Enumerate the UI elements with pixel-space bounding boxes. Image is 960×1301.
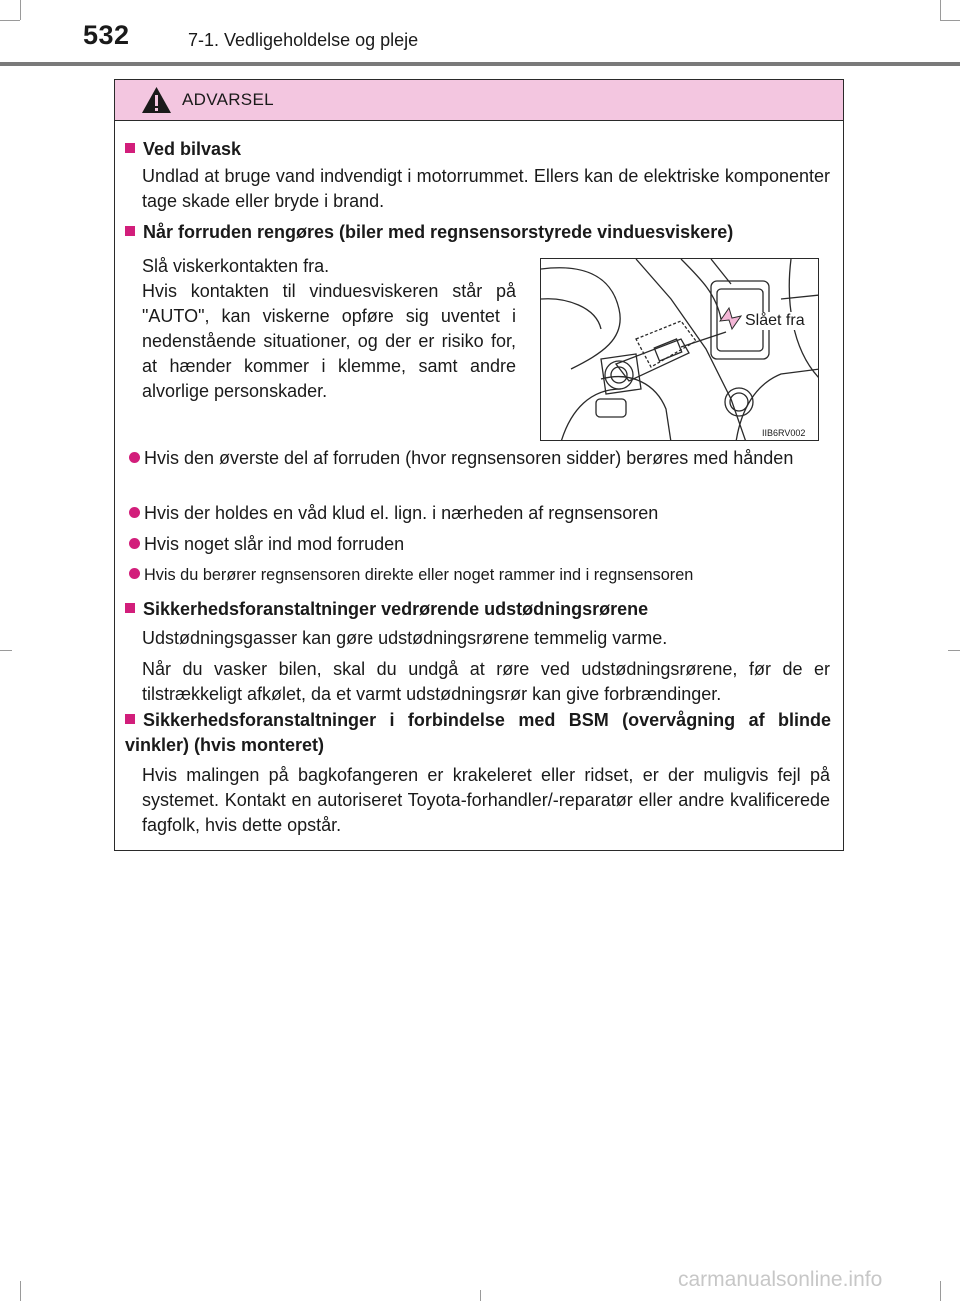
square-bullet-icon bbox=[125, 603, 135, 613]
round-bullet-icon bbox=[129, 538, 140, 549]
section-heading: Ved bilvask bbox=[125, 137, 241, 162]
paragraph: Slå viskerkontakten fra. Hvis kontakten til vinduesviskeren står på "AUTO", kan viskerne opføre sig uventet i nedenstående situationer, og der er risiko for, at hænder kommer i klemme, samt andre alvorlige personskader. bbox=[142, 256, 516, 401]
round-bullet-icon bbox=[129, 568, 140, 579]
crop-mark bbox=[940, 0, 941, 20]
warning-header bbox=[115, 80, 843, 121]
warning-triangle-icon bbox=[141, 86, 172, 114]
paragraph: Når du vasker bilen, skal du undgå at røre ved udstødningsrørene, før de er tilstrækkeligt afkølet, da et varmt udstødningsrør kan give forbrændinger. bbox=[142, 659, 830, 704]
section-heading: Når forruden rengøres (biler med regnsensorstyrede vinduesviskere) bbox=[125, 220, 733, 245]
square-bullet-icon bbox=[125, 226, 135, 236]
crop-mark bbox=[940, 20, 960, 21]
section-heading: Sikkerhedsforanstaltninger vedrørende udstødningsrørene bbox=[125, 597, 648, 622]
crop-mark bbox=[20, 0, 21, 20]
watermark: carmanualsonline.info bbox=[678, 1268, 883, 1291]
crop-mark bbox=[20, 1281, 21, 1301]
list-item: Hvis der holdes en våd klud el. lign. i nærheden af regnsensoren bbox=[129, 501, 853, 526]
crop-mark bbox=[940, 1281, 941, 1301]
paragraph: Udstødningsgasser kan gøre udstødningsrørene temmelig varme. bbox=[142, 628, 668, 648]
paragraph: Hvis malingen på bagkofangeren er krakeleret eller ridset, er der muligvis fejl på systemet. Kontakt en autoriseret Toyota-forhandler/-reparatør eller andre kvalificerede fagfolk, hvis dette opstår. bbox=[142, 765, 830, 835]
crop-mark bbox=[948, 650, 960, 651]
square-bullet-icon bbox=[125, 143, 135, 153]
section-heading: Sikkerhedsforanstaltninger i forbindelse med BSM (overvågning af blinde vinkler) (hvis monteret) bbox=[125, 710, 831, 755]
round-bullet-icon bbox=[129, 452, 140, 463]
steering-column-drawing bbox=[541, 259, 819, 441]
page-number: 532 bbox=[83, 20, 130, 50]
figure-label: Slået fra bbox=[745, 312, 805, 329]
figure-code: IIB6RV002 bbox=[762, 428, 806, 438]
warning-box bbox=[114, 79, 844, 851]
warning-title: ADVARSEL bbox=[182, 90, 274, 109]
crop-mark bbox=[0, 20, 20, 21]
square-bullet-icon bbox=[125, 714, 135, 724]
crop-mark bbox=[480, 1290, 481, 1301]
section-title: 7-1. Vedligeholdelse og pleje bbox=[188, 30, 419, 50]
list-item: Hvis noget slår ind mod forruden bbox=[129, 532, 853, 557]
wiper-switch-illustration bbox=[540, 258, 819, 441]
round-bullet-icon bbox=[129, 507, 140, 518]
list-item: Hvis du berører regnsensoren direkte eller noget rammer ind i regnsensoren bbox=[129, 563, 853, 588]
paragraph: Undlad at bruge vand indvendigt i motorrummet. Ellers kan de elektriske komponenter tage skade eller bryde i brand. bbox=[142, 166, 830, 211]
crop-mark bbox=[0, 650, 12, 651]
header-rule bbox=[0, 62, 960, 66]
list-item: Hvis den øverste del af forruden (hvor regnsensoren sidder) berøres med hånden bbox=[129, 446, 853, 471]
